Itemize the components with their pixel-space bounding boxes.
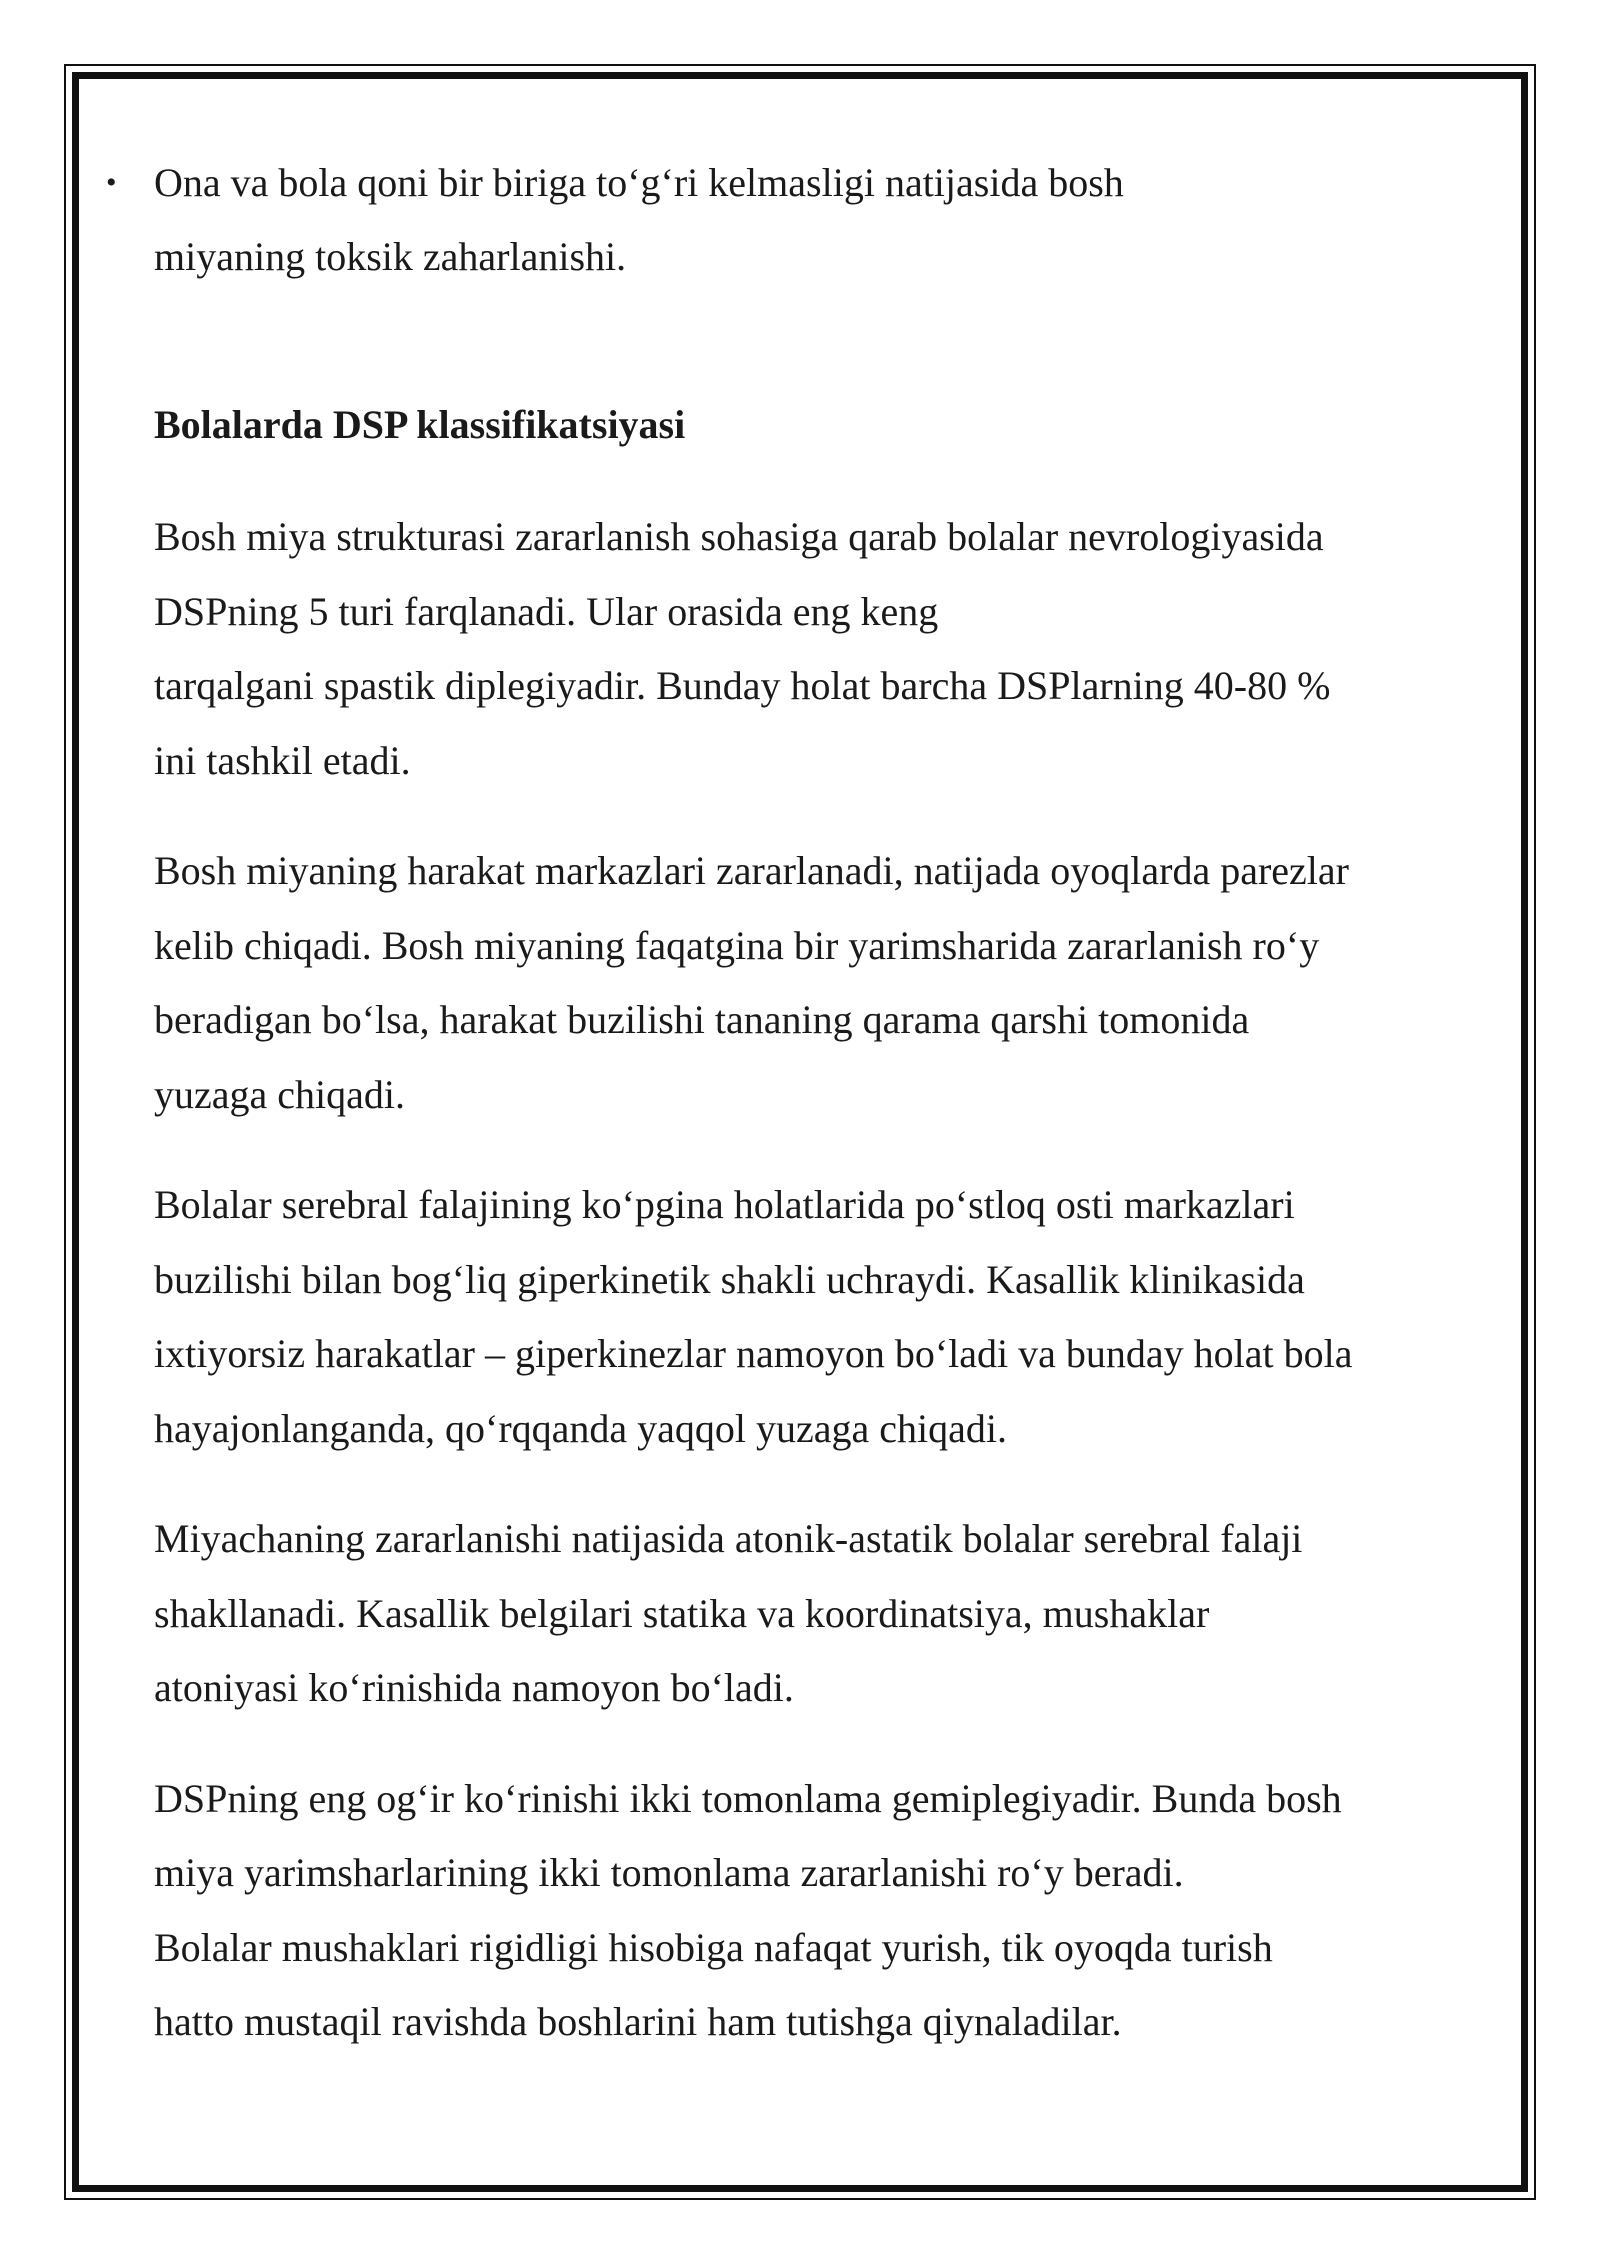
paragraph-5 [154, 1762, 1454, 2060]
paragraph-line: Miyachaning zararlanishi natijasida atonik-astatik bolalar serebral falaji [154, 1516, 1303, 1561]
paragraph-line: yuzaga chiqadi. [154, 1071, 405, 1117]
document-body [106, 146, 1454, 2060]
paragraph-line: ixtiyorsiz harakatlar – giperkinezlar namoyon bo‘ladi va bunday holat bola [154, 1331, 1353, 1376]
paragraph-1 [154, 500, 1454, 798]
paragraph-3 [154, 1168, 1454, 1466]
paragraph-line: ini tashkil etadi. [154, 737, 411, 783]
paragraph-line: hatto mustaqil ravishda boshlarini ham tutishga qiynaladilar. [154, 1999, 1122, 2044]
paragraph-line: kelib chiqadi. Bosh miyaning faqatgina bir yarimsharida zararlanish ro‘y [154, 922, 1320, 968]
paragraph-4 [154, 1502, 1454, 1726]
paragraph-line: beradigan bo‘lsa, harakat buzilishi tananing qarama qarshi tomonida [154, 997, 1250, 1042]
section-heading: Bolalarda DSP klassifikatsiyasi [154, 402, 686, 447]
paragraph-line: shakllanadi. Kasallik belgilari statika va koordinatsiya, mushaklar [154, 1590, 1210, 1636]
paragraph-2 [154, 834, 1454, 1132]
paragraph-line: atoniyasi ko‘rinishida namoyon bo‘ladi. [154, 1665, 794, 1710]
bullet-icon: • [106, 166, 117, 199]
paragraph-line: miya yarimsharlarining ikki tomonlama zararlanishi ro‘y beradi. [154, 1850, 1184, 1895]
paragraph-line: DSPning 5 turi farqlanadi. Ular orasida eng keng [154, 588, 939, 634]
paragraph-line: DSPning eng og‘ir ko‘rinishi ikki tomonlama gemiplegiyadir. Bunda bosh [154, 1775, 1342, 1821]
bullet-line: miyaning toksik zaharlanishi. [154, 234, 627, 279]
paragraph-line: hayajonlanganda, qo‘rqqanda yaqqol yuzaga chiqadi. [154, 1405, 1008, 1451]
paragraph-line: Bosh miyaning harakat markazlari zararlanadi, natijada oyoqlarda parezlar [154, 848, 1349, 893]
bullet-line: Ona va bola qoni bir biriga to‘g‘ri kelmasligi natijasida bosh [154, 160, 1124, 205]
paragraph-line: Bosh miya strukturasi zararlanish sohasiga qarab bolalar nevrologiyasida [154, 514, 1324, 559]
paragraph-line: tarqalgani spastik diplegiyadir. Bunday holat barcha DSPlarning 40-80 % [154, 663, 1331, 708]
paragraph-line: buzilishi bilan bog‘liq giperkinetik shakli uchraydi. Kasallik klinikasida [154, 1256, 1305, 1302]
paragraph-line: Bolalar mushaklari rigidligi hisobiga nafaqat yurish, tik oyoqda turish [154, 1924, 1273, 1970]
bullet-list-item [106, 146, 1454, 294]
paragraph-line: Bolalar serebral falajining ko‘pgina holatlarida po‘stloq osti markazlari [154, 1182, 1295, 1227]
